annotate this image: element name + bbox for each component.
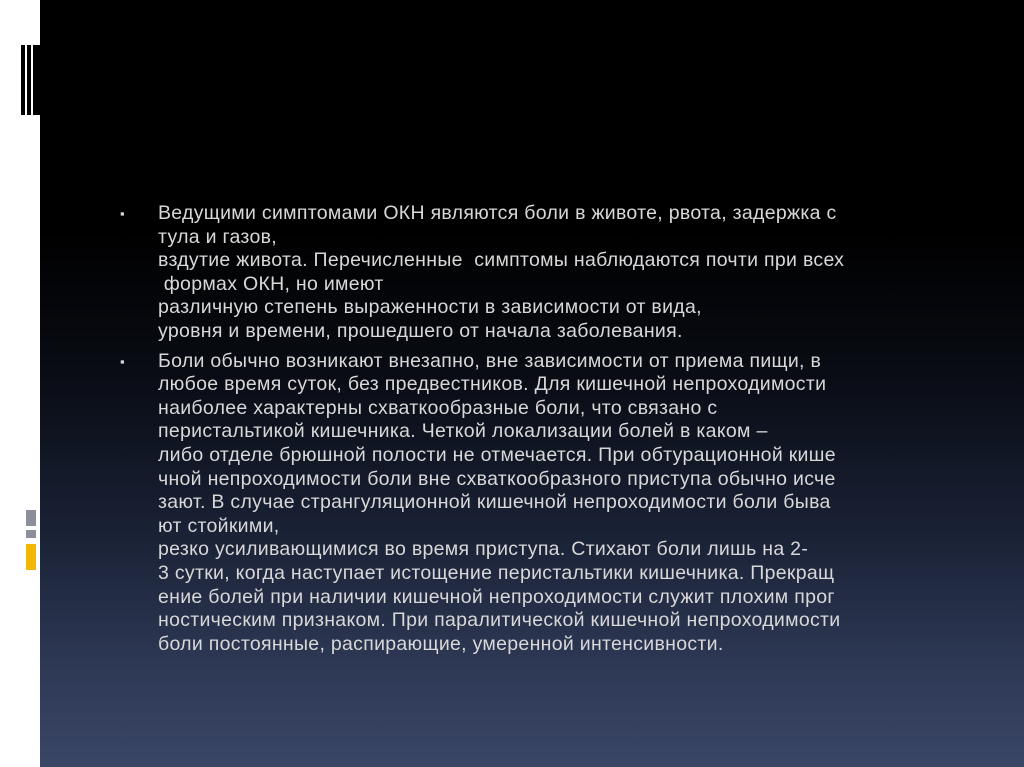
text-line: 3 сутки, когда наступает истощение перистальтики кишечника. Прекращ xyxy=(158,561,835,584)
text-line: либо отделе брюшной полости не отмечается. При обтурационной кише xyxy=(158,443,836,466)
bullet-marker: ▪ xyxy=(120,353,125,369)
text-line: ение болей при наличии кишечной непроходимости служит плохим прог xyxy=(158,585,835,608)
decorative-bars-middle xyxy=(26,510,36,570)
text-line: тула и газов, xyxy=(158,225,277,248)
text-line: чной непроходимости боли вне схваткообразного приступа обычно исче xyxy=(158,467,836,490)
bullet-item-symptoms xyxy=(118,202,968,344)
text-line: ют стойкими, xyxy=(158,514,280,537)
text-line: Ведущими симптомами ОКН являются боли в животе, рвота, задержка с xyxy=(158,202,837,224)
text-line: уровня и времени, прошедшего от начала заболевания. xyxy=(158,319,683,342)
text-line: зают. В случае странгуляционной кишечной непроходимости боли быва xyxy=(158,491,831,514)
text-line: вздутие живота. Перечисленные симптомы наблюдаются почти при всех xyxy=(158,249,845,272)
text-line: формах ОКН, но имеют xyxy=(158,272,384,295)
bullet-item-pain xyxy=(118,350,968,657)
text-line: Боли обычно возникают внезапно, вне зависимости от приема пищи, в xyxy=(158,349,822,372)
bullet-list xyxy=(118,202,968,662)
text-line: боли постоянные, распирающие, умеренной интенсивности. xyxy=(158,632,724,655)
left-margin-strip xyxy=(0,0,40,767)
text-line: наиболее характерны схваткообразные боли, что связано с xyxy=(158,396,718,419)
text-line: перистальтикой кишечника. Четкой локализации болей в каком – xyxy=(158,420,768,443)
text-line: различную степень выраженности в зависимости от вида, xyxy=(158,296,702,319)
decorative-bars-top xyxy=(21,45,40,115)
text-line: ностическим признаком. При паралитической кишечной непроходимости xyxy=(158,609,841,632)
bullet-marker: ▪ xyxy=(120,206,125,221)
text-line: любое время суток, без предвестников. Для кишечной непроходимости xyxy=(158,373,827,396)
text-line: резко усиливающимися во время приступа. Стихают боли лишь на 2- xyxy=(158,538,809,561)
